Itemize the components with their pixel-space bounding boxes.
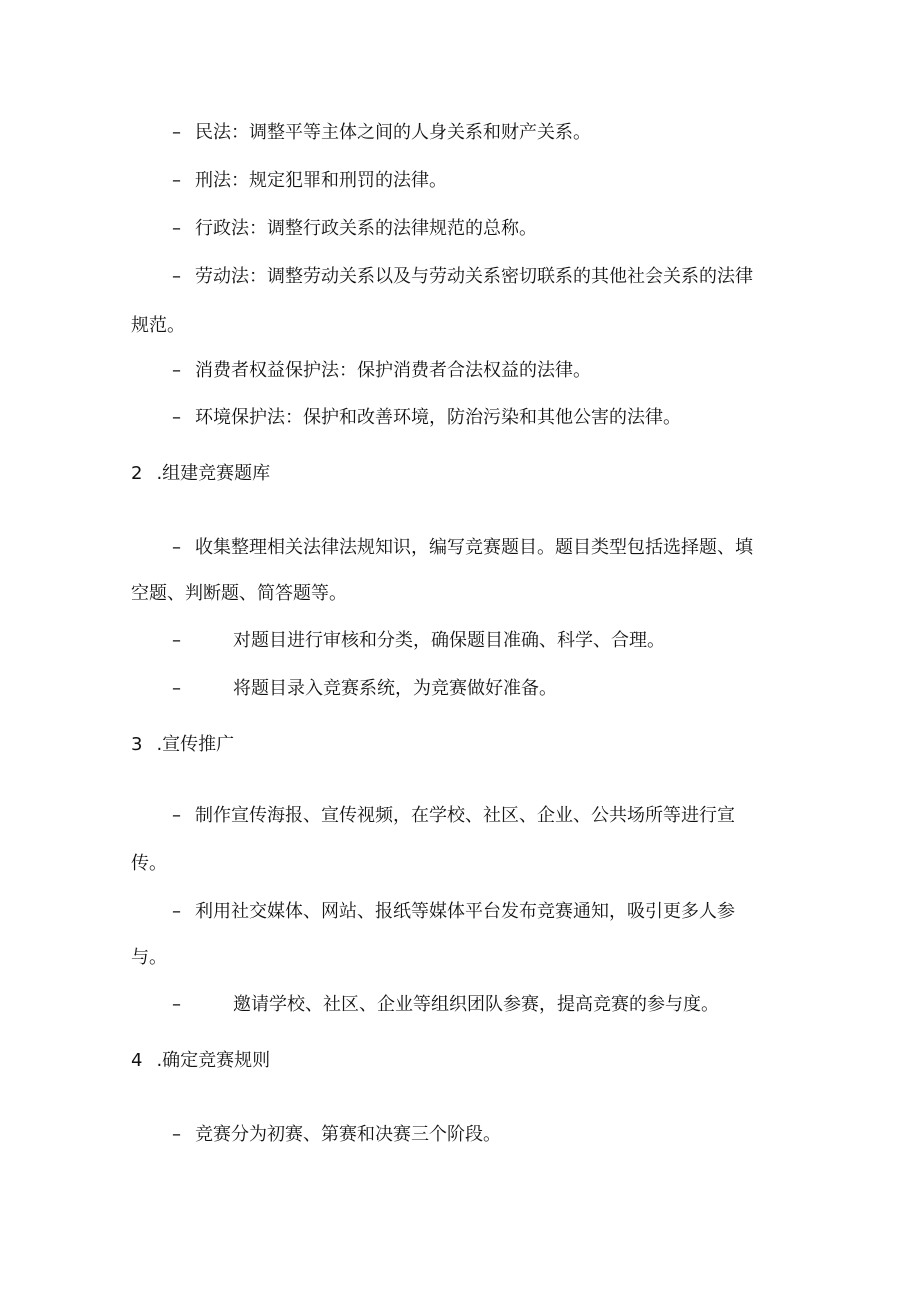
- item-text-cont: 规范。: [131, 315, 185, 336]
- list-item-continuation: [131, 582, 347, 606]
- list-item-continuation: [131, 946, 167, 970]
- list-item: [172, 629, 665, 653]
- item-text-cont: 与。: [131, 947, 167, 968]
- list-item: [172, 536, 753, 560]
- list-item: [172, 804, 735, 828]
- section-heading: [131, 1049, 270, 1073]
- section-number: 4: [131, 1050, 143, 1071]
- item-text: 民法：调整平等主体之间的人身关系和财产关系。: [195, 122, 591, 143]
- list-item: [172, 1123, 501, 1147]
- dash-marker: –: [172, 1124, 181, 1145]
- item-text: 将题目录入竞赛系统，为竞赛做好准备。: [233, 678, 557, 699]
- list-item: [172, 169, 447, 193]
- item-text: 邀请学校、社区、企业等组织团队参赛，提高竞赛的参与度。: [233, 994, 719, 1015]
- dash-marker: –: [172, 805, 181, 826]
- list-item-continuation: [131, 314, 185, 338]
- dash-marker: –: [172, 630, 181, 651]
- list-item: [172, 406, 681, 430]
- item-text: 竞赛分为初赛、第赛和决赛三个阶段。: [195, 1124, 501, 1145]
- section-title: .宣传推广: [156, 734, 235, 755]
- dash-marker: –: [172, 122, 181, 143]
- item-text: 对题目进行审核和分类，确保题目准确、科学、合理。: [233, 630, 665, 651]
- dash-marker: –: [172, 901, 181, 922]
- list-item-continuation: [131, 852, 167, 876]
- item-text: 刑法：规定犯罪和刑罚的法律。: [195, 170, 447, 191]
- list-item: [172, 217, 537, 241]
- list-item: [172, 265, 753, 289]
- dash-marker: –: [172, 678, 181, 699]
- list-item: [172, 900, 735, 924]
- dash-marker: –: [172, 994, 181, 1015]
- dash-marker: –: [172, 407, 181, 428]
- section-number: 3: [131, 734, 143, 755]
- list-item: [172, 359, 591, 383]
- dash-marker: –: [172, 266, 181, 287]
- list-item: [172, 677, 557, 701]
- item-text-cont: 空题、判断题、简答题等。: [131, 583, 347, 604]
- item-text: 劳动法：调整劳动关系以及与劳动关系密切联系的其他社会关系的法律: [195, 266, 753, 287]
- item-text-cont: 传。: [131, 853, 167, 874]
- item-text: 行政法：调整行政关系的法律规范的总称。: [195, 218, 537, 239]
- item-text: 环境保护法：保护和改善环境，防治污染和其他公害的法律。: [195, 407, 681, 428]
- list-item: [172, 993, 719, 1017]
- dash-marker: –: [172, 218, 181, 239]
- item-text: 利用社交媒体、网站、报纸等媒体平台发布竞赛通知，吸引更多人参: [195, 901, 735, 922]
- section-title: .组建竞赛题库: [156, 463, 271, 484]
- dash-marker: –: [172, 360, 181, 381]
- list-item: [172, 121, 591, 145]
- item-text: 收集整理相关法律法规知识，编写竞赛题目。题目类型包括选择题、填: [195, 537, 753, 558]
- item-text: 制作宣传海报、宣传视频，在学校、社区、企业、公共场所等进行宣: [195, 805, 735, 826]
- section-number: 2: [131, 463, 143, 484]
- section-title: .确定竞赛规则: [156, 1050, 271, 1071]
- section-heading: [131, 462, 270, 486]
- item-text: 消费者权益保护法：保护消费者合法权益的法律。: [195, 360, 591, 381]
- dash-marker: –: [172, 537, 181, 558]
- section-heading: [131, 733, 234, 757]
- dash-marker: –: [172, 170, 181, 191]
